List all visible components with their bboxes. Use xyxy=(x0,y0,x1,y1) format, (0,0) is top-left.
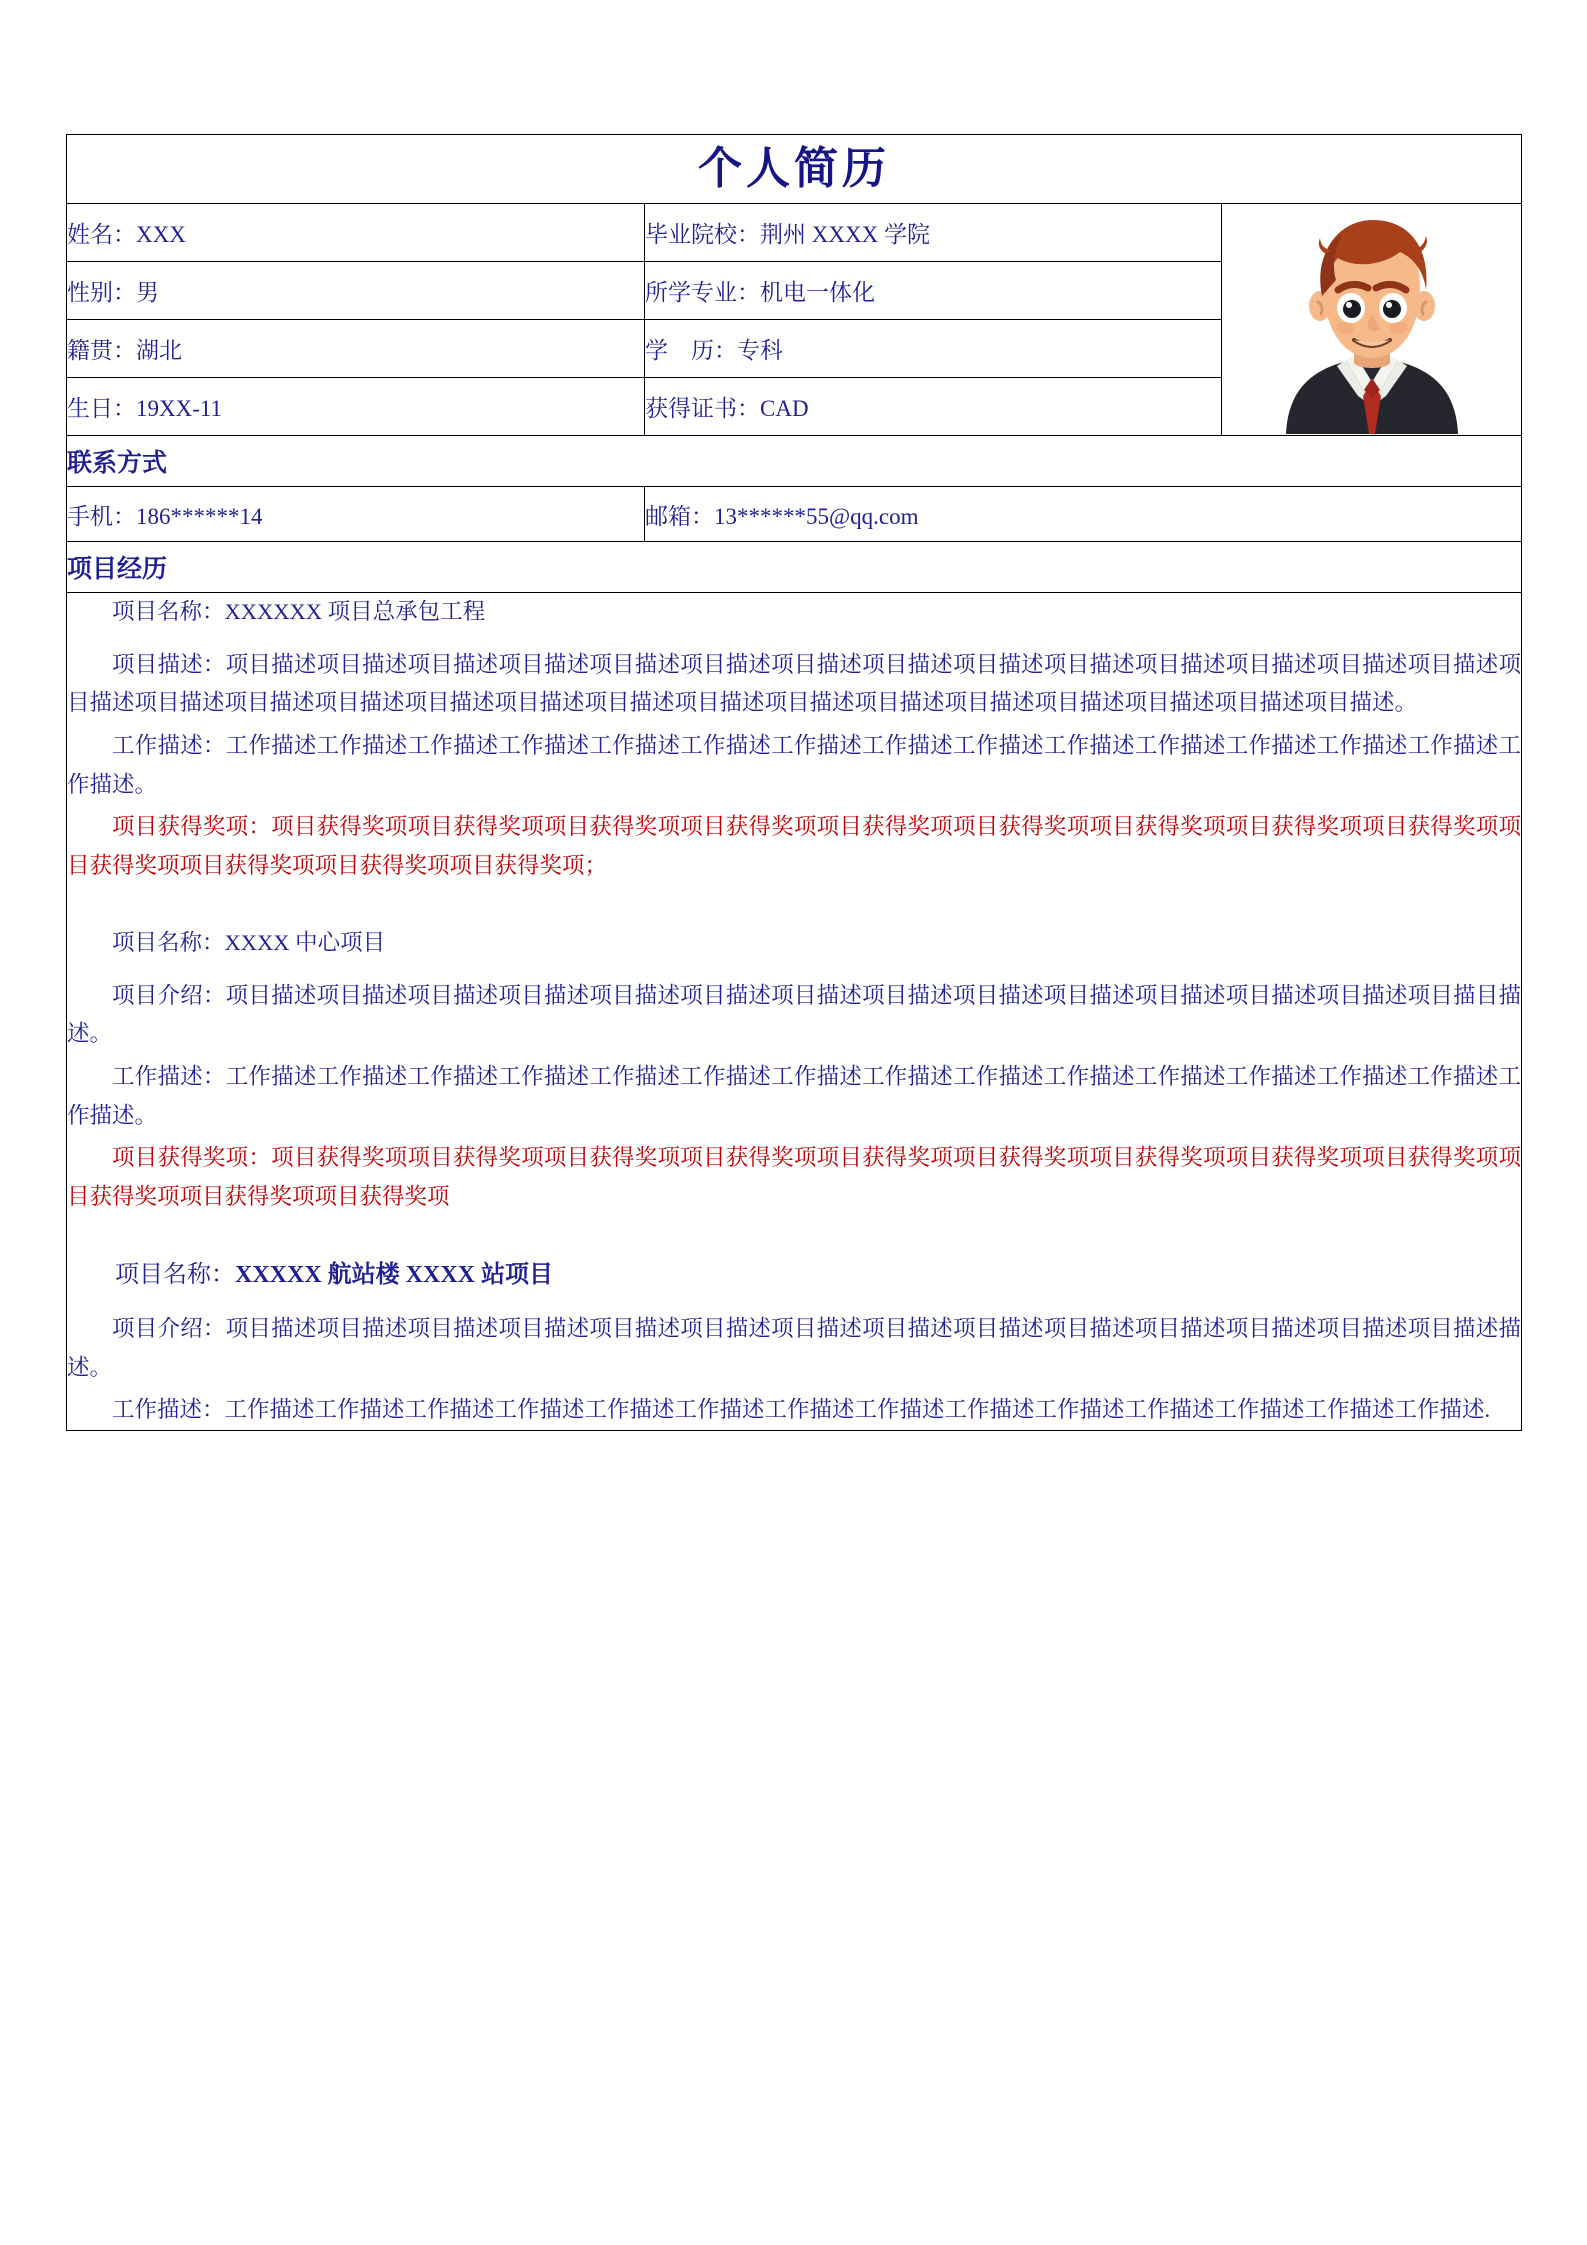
value-major: 机电一体化 xyxy=(760,280,875,305)
project-name-line xyxy=(67,924,1521,963)
project-desc-label: 项目介绍： xyxy=(112,982,226,1008)
value-phone: 186******14 xyxy=(136,503,263,529)
project-gap xyxy=(67,1221,1521,1255)
project-name-line xyxy=(67,1255,1521,1296)
info-cell-hometown xyxy=(67,320,645,378)
projects-section-header-row xyxy=(67,542,1522,593)
info-cell-school xyxy=(645,204,1222,262)
project-award-line xyxy=(67,1139,1521,1216)
resume-table xyxy=(66,134,1522,1431)
project-work-label: 工作描述： xyxy=(112,1063,226,1089)
label-hometown: 籍贯： xyxy=(67,338,136,363)
section-title-projects: 项目经历 xyxy=(67,542,1522,593)
value-gender: 男 xyxy=(136,280,159,305)
label-name: 姓名： xyxy=(67,222,136,247)
spacer xyxy=(67,967,1521,977)
project-desc-line xyxy=(67,977,1521,1054)
title-row xyxy=(67,135,1522,204)
label-birthday: 生日： xyxy=(67,396,136,421)
project-name-value: XXXXX 航站楼 XXXX 站项目 xyxy=(235,1261,553,1288)
project-name-label: 项目名称： xyxy=(112,599,225,624)
project-desc-line xyxy=(67,646,1521,723)
project-desc-line xyxy=(67,1310,1521,1387)
value-education: 专科 xyxy=(737,338,783,363)
page-title: 个人简历 xyxy=(698,144,890,193)
project-work-value: 工作描述工作描述工作描述工作描述工作描述工作描述工作描述工作描述工作描述工作描述工作描述工作描述工作描述工作描述工作描述。 xyxy=(67,733,1521,797)
project-work-line xyxy=(67,1058,1521,1135)
project-name-value: XXXXXX 项目总承包工程 xyxy=(224,599,486,624)
project-award-label: 项目获得奖项： xyxy=(112,814,272,840)
project-item xyxy=(67,593,1521,886)
label-gender: 性别： xyxy=(67,280,136,305)
label-certificate: 获得证书： xyxy=(645,396,760,421)
project-name-label: 项目名称： xyxy=(112,929,225,955)
contact-section-header-row xyxy=(67,436,1522,487)
project-work-label: 工作描述： xyxy=(112,1397,225,1423)
project-award-label: 项目获得奖项： xyxy=(112,1145,272,1171)
project-award-value: 项目获得奖项项目获得奖项项目获得奖项项目获得奖项项目获得奖项项目获得奖项项目获得奖项项目获得奖项项目获得奖项项目获得奖项项目获得奖项项目获得奖项项目获得奖项； xyxy=(67,814,1521,879)
contact-email xyxy=(645,487,1522,542)
info-cell-birthday xyxy=(67,378,645,436)
value-name: XXX xyxy=(136,222,186,247)
info-cell-major xyxy=(645,262,1222,320)
project-item xyxy=(67,1255,1521,1430)
avatar xyxy=(1222,206,1522,434)
project-name-line xyxy=(67,593,1521,632)
spacer xyxy=(67,1300,1521,1310)
project-desc-value: 项目描述项目描述项目描述项目描述项目描述项目描述项目描述项目描述项目描述项目描述项目描述项目描述项目描述项目描目描述。 xyxy=(67,982,1521,1047)
project-gap xyxy=(67,890,1521,924)
project-work-label: 工作描述： xyxy=(112,733,226,759)
label-education: 学 历： xyxy=(645,338,737,363)
project-work-value: 工作描述工作描述工作描述工作描述工作描述工作描述工作描述工作描述工作描述工作描述工作描述工作描述工作描述工作描述工作描述。 xyxy=(67,1063,1521,1128)
value-hometown: 湖北 xyxy=(136,338,182,363)
value-certificate: CAD xyxy=(760,396,809,421)
info-cell-certificate xyxy=(645,378,1222,436)
avatar-illustration xyxy=(1242,210,1502,434)
info-cell-name xyxy=(67,204,645,262)
project-item xyxy=(67,924,1521,1217)
label-school: 毕业院校： xyxy=(645,222,760,247)
project-name-label: 项目名称： xyxy=(115,1261,235,1288)
projects-body xyxy=(67,593,1522,1431)
info-row xyxy=(67,204,1522,262)
label-email: 邮箱： xyxy=(645,503,714,529)
project-award-value: 项目获得奖项项目获得奖项项目获得奖项项目获得奖项项目获得奖项项目获得奖项项目获得奖项项目获得奖项项目获得奖项项目获得奖项项目获得奖项项目获得奖项 xyxy=(67,1145,1521,1209)
project-desc-label: 项目介绍： xyxy=(112,1315,226,1341)
project-desc-label: 项目描述： xyxy=(112,651,226,677)
photo-cell xyxy=(1222,204,1522,436)
project-work-value: 工作描述工作描述工作描述工作描述工作描述工作描述工作描述工作描述工作描述工作描述工作描述工作描述工作描述工作描述. xyxy=(224,1397,1491,1423)
info-cell-gender xyxy=(67,262,645,320)
value-birthday: 19XX-11 xyxy=(136,396,223,421)
label-major: 所学专业： xyxy=(645,280,760,305)
label-phone: 手机： xyxy=(67,503,136,529)
project-award-line xyxy=(67,808,1521,885)
info-cell-education xyxy=(645,320,1222,378)
project-desc-value: 项目描述项目描述项目描述项目描述项目描述项目描述项目描述项目描述项目描述项目描述项目描述项目描述项目描述项目描述项目描述项目描述项目描述项目描述项目描述项目描述项目描述项目描述项目描述项目描述项目描述项目描述项目描述项目描述项目描述。 xyxy=(67,651,1521,716)
section-title-contact: 联系方式 xyxy=(67,436,1522,487)
project-work-line xyxy=(67,1391,1521,1430)
project-desc-value: 项目描述项目描述项目描述项目描述项目描述项目描述项目描述项目描述项目描述项目描述项目描述项目描述项目描述项目描述描述。 xyxy=(67,1315,1521,1380)
contact-row xyxy=(67,487,1522,542)
spacer xyxy=(67,636,1521,646)
project-name-value: XXXX 中心项目 xyxy=(224,929,386,955)
contact-phone xyxy=(67,487,645,542)
value-email: 13******55@qq.com xyxy=(714,503,919,529)
projects-body-row xyxy=(67,593,1522,1431)
value-school: 荆州 XXXX 学院 xyxy=(760,222,930,247)
title-cell xyxy=(67,135,1522,204)
project-work-line xyxy=(67,727,1521,804)
